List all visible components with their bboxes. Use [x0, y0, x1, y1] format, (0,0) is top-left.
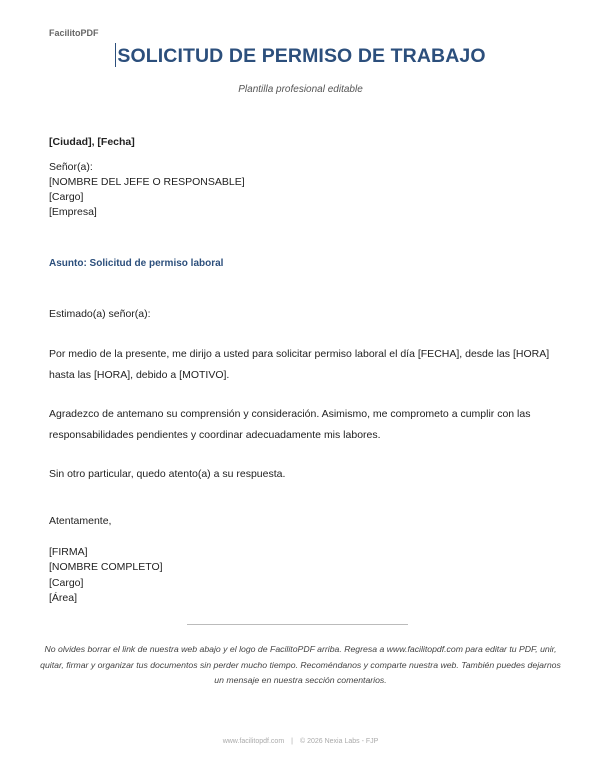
footer-site-link[interactable]: www.facilitopdf.com: [222, 738, 285, 745]
editor-notice: No olvides borrar el link de nuestra web abajo y el logo de FacilitoPDF arriba. Regresa a www.facilitopdf.com para editar tu PDF, unir, quitar, firmar y organizar tus documentos sin perder mucho tiempo. Recoméndanos y comparte nuestra web. También puedes dejarnos un mensaje en nuestra sección comentarios.: [40, 644, 561, 685]
body-paragraph-closing[interactable]: Sin otro particular, quedo atento(a) a su respuesta.: [49, 468, 286, 480]
body-paragraph-thanks[interactable]: Agradezco de antemano su comprensión y consideración. Asimismo, me comprometo a cumplir con las responsabilidades pendientes y coordinar adecuadamente mis labores.: [49, 408, 531, 441]
document-title-text: SOLICITUD DE PERMISO DE TRABAJO: [117, 45, 486, 67]
footer-copyright: © 2026 Nexia Labs - FJP: [299, 738, 379, 745]
subject-line: Asunto: Solicitud de permiso laboral: [49, 258, 224, 269]
signature-full-name[interactable]: [NOMBRE COMPLETO]: [49, 561, 163, 573]
brand-logo-text: FacilitoPDF: [49, 28, 99, 38]
recipient-name[interactable]: [NOMBRE DEL JEFE O RESPONSABLE]: [49, 176, 245, 188]
place-date[interactable]: [Ciudad], [Fecha]: [49, 136, 135, 148]
recipient-company[interactable]: [Empresa]: [49, 206, 97, 218]
body-paragraph-request[interactable]: Por medio de la presente, me dirijo a usted para solicitar permiso laboral el día [FECHA], desde las [HORA] hasta las [HORA], debido a [MOTIVO].: [49, 348, 550, 381]
signature-position[interactable]: [Cargo]: [49, 577, 84, 589]
document-title[interactable]: [0, 43, 601, 68]
recipient-salutation-label: Señor(a):: [49, 161, 93, 173]
page-footer: [0, 738, 601, 745]
document-subtitle: Plantilla profesional editable: [238, 84, 363, 95]
divider-line: [187, 624, 408, 625]
footer-separator: |: [291, 738, 293, 745]
greeting: Estimado(a) señor(a):: [49, 308, 151, 320]
signature-area[interactable]: [Área]: [49, 592, 78, 604]
closing-phrase: Atentamente,: [49, 515, 112, 527]
recipient-position[interactable]: [Cargo]: [49, 191, 84, 203]
signature-firma[interactable]: [FIRMA]: [49, 546, 88, 558]
